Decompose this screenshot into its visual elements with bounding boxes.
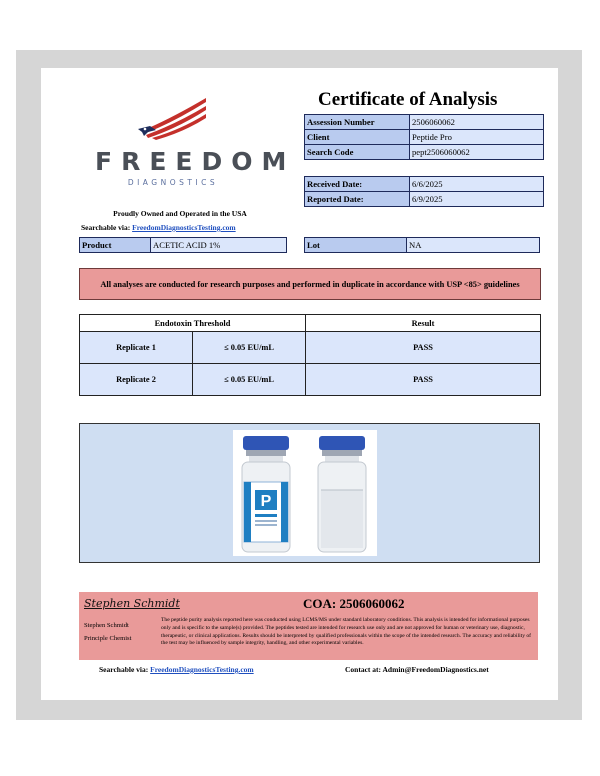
info-label: Assession Number (305, 115, 410, 130)
lot-value: NA (407, 238, 540, 253)
info-label: Client (305, 130, 410, 145)
replicate-result: PASS (306, 364, 541, 396)
table-row (80, 364, 541, 396)
vials-photo (233, 430, 377, 556)
signer-role: Principle Chemist (84, 635, 132, 642)
coa-number: COA: 2506060062 (303, 596, 405, 611)
date-value: 6/9/2025 (410, 192, 544, 207)
threshold-header: Endotoxin Threshold (80, 315, 306, 332)
table-row (80, 332, 541, 364)
product-table (79, 237, 287, 253)
searchable-link[interactable]: FreedomDiagnosticsTesting.com (132, 223, 236, 232)
owned-text: Proudly Owned and Operated in the USA (113, 209, 247, 218)
notice-text: All analyses are conducted for research purposes and performed in duplicate in accordance with USP <85> guidelines (100, 279, 520, 289)
lot-table (304, 237, 540, 253)
info-row (305, 145, 544, 160)
info-value: 2506060062 (410, 115, 544, 130)
result-header: Result (306, 315, 541, 332)
info-row (305, 115, 544, 130)
footer-contact: Contact at: Admin@FreedomDiagnostics.net (345, 665, 489, 674)
date-value: 6/6/2025 (410, 177, 544, 192)
brand-subtitle: DIAGNOSTICS (127, 178, 219, 187)
signature-panel (79, 592, 538, 660)
signer-name: Stephen Schmidt (84, 622, 129, 629)
certificate-page (41, 68, 558, 700)
replicate-threshold: ≤ 0.05 EU/mL (193, 332, 306, 364)
date-row (305, 177, 544, 192)
vial-image-icon (233, 430, 377, 556)
vial-label-letter: P (260, 493, 272, 510)
disclaimer-text: The peptide purity analysis reported here was conducted using LCMS/MS under standard laboratory conditions. This analysis is intended for informational purposes only and is specific to the sample(s) provided. The peptides tested are intended for research use only and are not approved for human or veterinary use, diagnostic, therapeutic, or clinical applications. Results should be interpreted by qualified professionals within the scope of the intended research. The accuracy and reliability of the test may be influenced by sample integrity, handling, and other experimental variables. (161, 617, 532, 647)
page-title: Certificate of Analysis (318, 89, 498, 110)
replicate-threshold: ≤ 0.05 EU/mL (193, 364, 306, 396)
flag-eagle-logo-icon (136, 96, 208, 140)
dates-table (304, 176, 544, 207)
table-header-row (80, 315, 541, 332)
brand-name: FREEDOM (95, 147, 296, 176)
lot-label: Lot (305, 238, 407, 253)
handwritten-signature: Stephen Schmidt (84, 597, 180, 610)
footer-searchable (99, 665, 254, 674)
date-row (305, 192, 544, 207)
date-label: Received Date: (305, 177, 410, 192)
replicate-name: Replicate 1 (80, 332, 193, 364)
info-value: Peptide Pro (410, 130, 544, 145)
product-label: Product (80, 238, 151, 253)
info-table (304, 114, 544, 160)
info-row (305, 130, 544, 145)
usp-notice (79, 268, 541, 300)
footer-searchable-link[interactable]: FreedomDiagnosticsTesting.com (150, 665, 254, 674)
searchable-top (81, 223, 236, 232)
info-value: pept2506060062 (410, 145, 544, 160)
replicate-result: PASS (306, 332, 541, 364)
date-label: Reported Date: (305, 192, 410, 207)
footer-searchable-label: Searchable via: (99, 665, 149, 674)
endotoxin-table (79, 314, 541, 396)
replicate-name: Replicate 2 (80, 364, 193, 396)
signer-info (84, 619, 131, 645)
sample-photo-panel (79, 423, 540, 563)
info-label: Search Code (305, 145, 410, 160)
product-value: ACETIC ACID 1% (151, 238, 287, 253)
searchable-label: Searchable via: (81, 223, 131, 232)
